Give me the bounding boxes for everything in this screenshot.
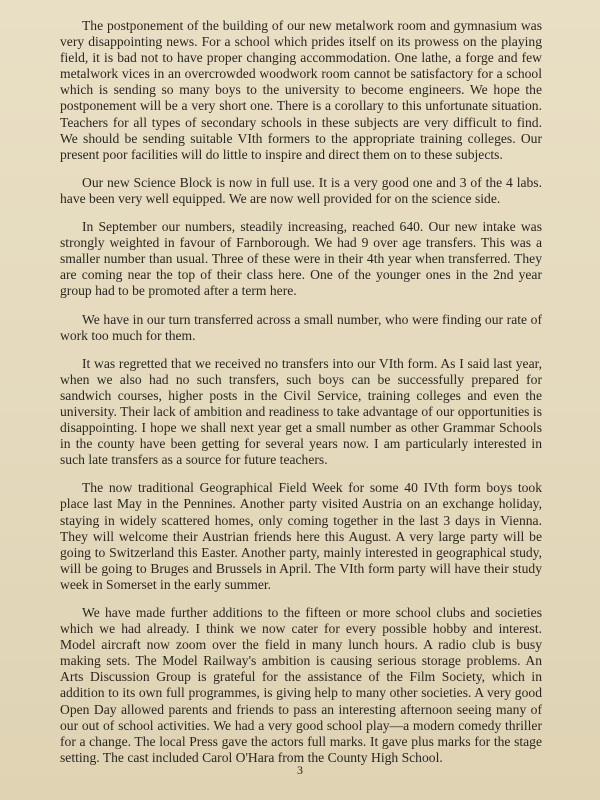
paragraph-clubs-societies: We have made further additions to the fifteen or more school clubs and societies which we had already. I think we now cater for every possible hobby and interest. Model aircraft now zoom over the field in many lunch hours. A radio club is busy making sets. The Model Railway's ambition is causing serious storage problems. An Arts Discussion Group is grateful for the assistance of the Film Society, which in addition to its own full programmes, is giving help to many other societies. A very good Open Day allowed parents and friends to pass an interesting afternoon seeing many of our out of school activities. We had a very good school play—a modern comedy thriller for a change. The local Press gave the actors full marks. It gave plus marks for the stage setting. The cast included Carol O'Hara from the County High School.	[60, 605, 542, 765]
paragraph-science-block: Our new Science Block is now in full use. It is a very good one and 3 of the 4 labs. have been very well equipped. We are now well provided for on the science side.	[60, 174, 542, 206]
body-text	[60, 18, 542, 766]
paragraph-field-week: The now traditional Geographical Field Week for some 40 IVth form boys took place last May in the Pennines. Another party visited Austria on an exchange holiday, staying in widely scattered homes, only coming together in the last 3 days in Vienna. They will welcome their Austrian friends here this August. A very large party will be going to Switzerland this Easter. Another party, mainly interested in geographical study, will be going to Bruges and Brussels in April. The VIth form party will have their study week in Somerset in the early summer.	[60, 480, 542, 592]
page-number: 3	[297, 762, 303, 777]
paragraph-metalwork-room: The postponement of the building of our new metalwork room and gymnasium was very disappointing news. For a school which prides itself on its prowess on the playing field, it is bad not to have proper changing accommodation. One lathe, a forge and few metalwork vices in an overcrowded woodwork room cannot be satisfactory for a school which is sending so many boys to the university to become engineers. We hope the postponement will be a very short one. There is a corollary to this unfortunate situation. Teachers for all types of secondary schools in these subjects are very difficult to find. We should be sending suitable VIth formers to the appropriate training colleges. Our present poor facilities will do little to inspire and direct them on to these subjects.	[60, 18, 542, 162]
paragraph-transfers-out: We have in our turn transferred across a small number, who were finding our rate of work too much for them.	[60, 311, 542, 343]
paragraph-numbers: In September our numbers, steadily increasing, reached 640. Our new intake was strongly weighted in favour of Farnborough. We had 9 over age transfers. This was a smaller number than usual. Three of these were in their 4th year when transferred. They are coming near the top of their class here. One of the younger ones in the 2nd year group had to be promoted after a term here.	[60, 219, 542, 299]
paragraph-sixth-form-transfers: It was regretted that we received no transfers into our VIth form. As I said last year, when we also had no such transfers, such boys can be successfully prepared for sandwich courses, higher posts in the Civil Service, training colleges and even the university. Their lack of ambition and readiness to take advantage of our opportunities is disappointing. I hope we shall next year get a small number as other Grammar Schools in the county have been getting for several years now. I am particularly interested in such late transfers as a source for future teachers.	[60, 355, 542, 468]
